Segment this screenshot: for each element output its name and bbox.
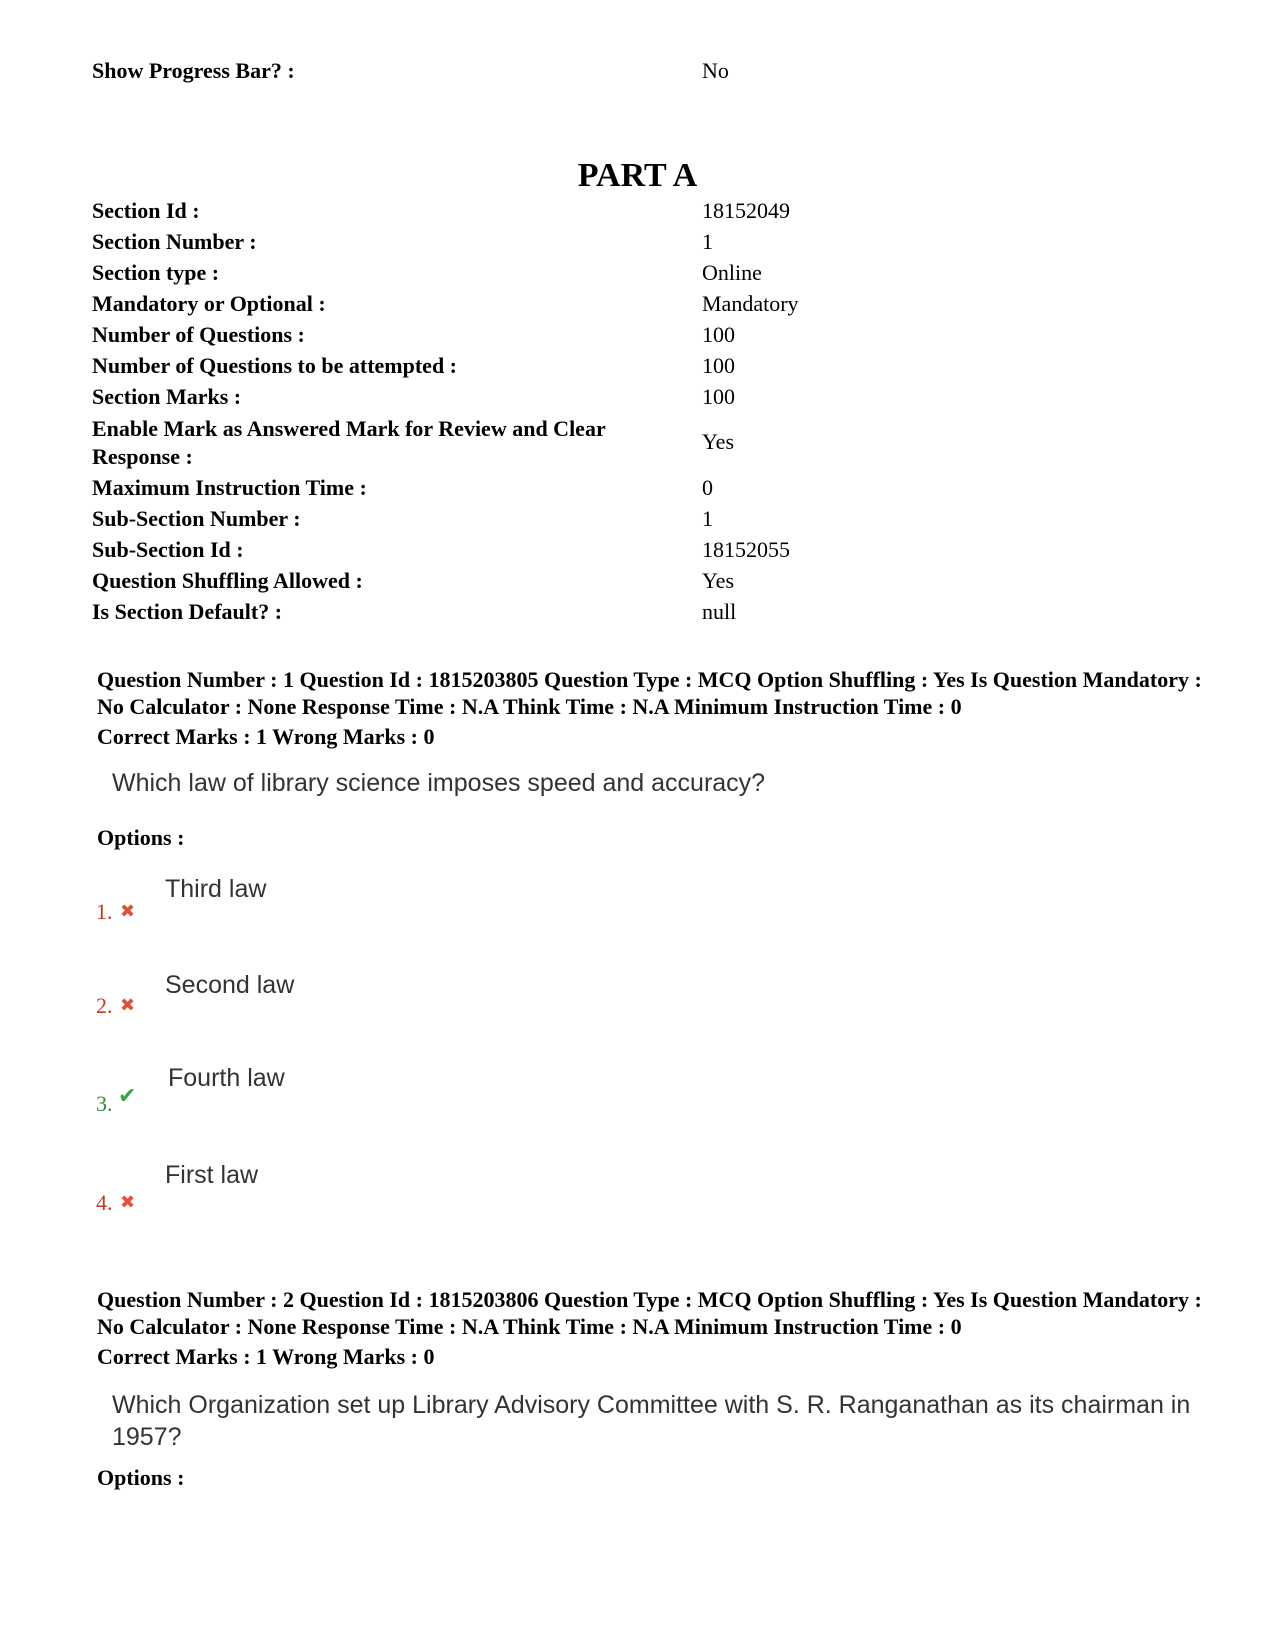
field-label: Maximum Instruction Time :: [92, 475, 367, 500]
question-text: Which Organization set up Library Advisory Committee with S. R. Ranganathan as its chairman in 1957?: [112, 1391, 1191, 1451]
field-label: Enable Mark as Answered Mark for Review and Clear Response :: [92, 416, 606, 469]
part-title: PART A: [577, 157, 698, 194]
field-value: No: [702, 58, 729, 83]
question-header: Question Number : 2 Question Id : 1815203806 Question Type : MCQ Option Shuffling : Yes Is Question Mandatory : No Calculator : None Response Time : N.A Think Time : N.A Minimum Instruction Time : 0: [97, 1287, 1202, 1339]
field-label: Sub-Section Id :: [92, 537, 244, 562]
question-text: Which law of library science imposes speed and accuracy?: [112, 769, 766, 797]
field-value: Online: [702, 260, 762, 285]
field-value: 100: [702, 322, 735, 347]
question-marks: Correct Marks : 1 Wrong Marks : 0: [97, 1344, 435, 1369]
field-label: Show Progress Bar? :: [92, 58, 295, 83]
question-marks: Correct Marks : 1 Wrong Marks : 0: [97, 724, 435, 749]
field-value: 0: [702, 475, 713, 500]
field-value: 100: [702, 384, 735, 409]
options-label: Options :: [97, 825, 185, 850]
field-value: Yes: [702, 568, 735, 593]
cross-icon: ✖: [120, 901, 136, 922]
field-label: Section Number :: [92, 229, 257, 254]
field-label: Section Marks :: [92, 384, 242, 409]
option-text: Fourth law: [168, 1064, 285, 1092]
field-value: 1: [702, 506, 713, 531]
option-text: Third law: [165, 875, 267, 903]
options-label: Options :: [97, 1465, 185, 1490]
question-header: Question Number : 1 Question Id : 1815203805 Question Type : MCQ Option Shuffling : Yes Is Question Mandatory : No Calculator : None Response Time : N.A Think Time : N.A Minimum Instruction Time : 0: [97, 667, 1202, 719]
cross-icon: ✖: [120, 1192, 136, 1213]
field-value: Mandatory: [702, 291, 799, 316]
cross-icon: ✖: [120, 995, 136, 1016]
field-value: 18152055: [702, 537, 790, 562]
option-number: 4.: [96, 1190, 113, 1215]
option-number: 2.: [96, 993, 113, 1018]
option-text: First law: [165, 1161, 259, 1189]
field-label: Section type :: [92, 260, 220, 285]
field-label: Number of Questions to be attempted :: [92, 353, 458, 378]
option-number: 3.: [96, 1091, 113, 1116]
field-value: 1: [702, 229, 713, 254]
field-value: 100: [702, 353, 735, 378]
field-label: Is Section Default? :: [92, 599, 283, 624]
field-value: Yes: [702, 429, 735, 454]
check-icon: ✔: [118, 1084, 137, 1109]
field-label: Section Id :: [92, 198, 200, 223]
field-label: Number of Questions :: [92, 322, 305, 347]
option-number: 1.: [96, 899, 113, 924]
field-value: null: [702, 599, 737, 624]
field-label: Sub-Section Number :: [92, 506, 301, 531]
option-text: Second law: [165, 971, 295, 999]
field-value: 18152049: [702, 198, 790, 223]
field-label: Mandatory or Optional :: [92, 291, 326, 316]
field-label: Question Shuffling Allowed :: [92, 568, 363, 593]
